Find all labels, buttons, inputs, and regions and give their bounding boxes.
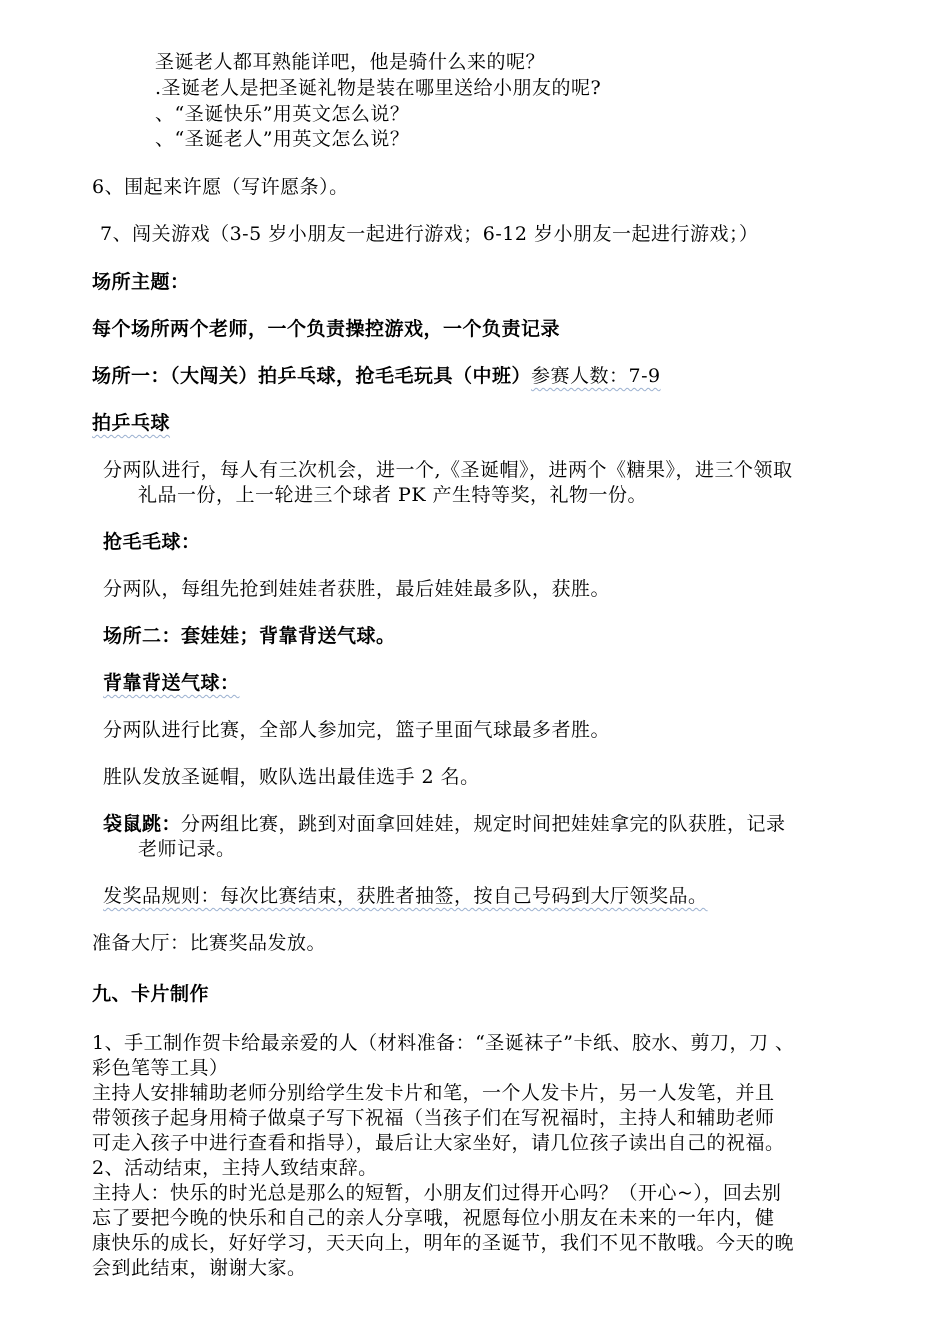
section-9-title: 九、卡片制作 [92, 983, 210, 1005]
section-9-p4-line-1: 主持人：快乐的时光总是那么的短暂，小朋友们过得开心吗？（开心~），回去别 [92, 1182, 782, 1204]
venue-1-heading [92, 364, 661, 388]
section-9-p4-line-4: 会到此结束，谢谢大家。 [92, 1257, 307, 1279]
prize-rule [103, 884, 708, 908]
quiz-question-2: .圣诞老人是把圣诞礼物是装在哪里送给小朋友的呢? [155, 77, 602, 99]
kangaroo-line-2: 老师记录。 [138, 838, 236, 860]
balloon-desc: 分两队进行比赛，全部人参加完，篮子里面气球最多者胜。 [103, 719, 611, 741]
section-9-p2-line-2: 带领孩子起身用椅子做桌子写下祝福（当孩子们在写祝福时，主持人和辅助老师 [92, 1107, 775, 1129]
item-7: 7、闯关游戏（3-5 岁小朋友一起进行游戏；6-12 岁小朋友一起进行游戏；） [100, 223, 759, 245]
grab-heading: 抢毛毛球： [103, 531, 201, 553]
quiz-question-4: 、“圣诞老人”用英文怎么说？ [155, 128, 410, 150]
pingpong-desc-line-2: 礼品一份，上一轮进三个球者 PK 产生特等奖，礼物一份。 [138, 484, 648, 506]
venue-2-heading: 场所二：套娃娃；背靠背送气球。 [103, 625, 396, 647]
quiz-question-1: 圣诞老人都耳熟能详吧，他是骑什么来的呢？ [155, 51, 546, 73]
section-9-p1-line-1: 1、手工制作贺卡给最亲爱的人（材料准备：“圣诞袜子”卡纸、胶水、剪刀，刀 、 [92, 1032, 795, 1054]
venue-theme-heading: 场所主题： [92, 271, 190, 293]
section-9-p2-line-1: 主持人安排辅助老师分别给学生发卡片和笔，一个人发卡片，另一人发笔，并且 [92, 1082, 775, 1104]
section-9-p4-line-3: 康快乐的成长，好好学习，天天向上，明年的圣诞节，我们不见不散哦。今天的晚 [92, 1232, 795, 1254]
venue-1-participants: 参赛人数：7-9 [531, 365, 661, 387]
section-9-p4-line-2: 忘了要把今晚的快乐和自己的亲人分享哦，祝愿每位小朋友在未来的一年内，健 [92, 1207, 775, 1229]
winner-desc: 胜队发放圣诞帽，败队选出最佳选手 2 名。 [103, 766, 480, 788]
grab-desc: 分两队，每组先抢到娃娃者获胜，最后娃娃最多队，获胜。 [103, 578, 611, 600]
balloon-heading [103, 671, 240, 695]
prize-rule-text: 发奖品规则：每次比赛结束，获胜者抽签，按自己号码到大厅领奖品。 [103, 885, 708, 907]
quiz-question-3: 、“圣诞快乐”用英文怎么说？ [155, 103, 410, 125]
kangaroo-line-1 [103, 812, 786, 836]
venue-1-title: 场所一：（大闯关）拍乒乓球，抢毛毛玩具（中班） [92, 365, 532, 387]
kangaroo-label: 袋鼠跳： [103, 813, 182, 835]
pingpong-desc-line-1: 分两队进行，每人有三次机会，进一个,《圣诞帽》，进两个《糖果》，进三个领取 [103, 459, 793, 481]
item-6: 6、围起来许愿（写许愿条）。 [92, 176, 349, 198]
pingpong-heading [92, 411, 170, 435]
balloon-title: 背靠背送气球： [103, 672, 240, 694]
pingpong-title: 拍乒乓球 [92, 412, 171, 434]
hall-note: 准备大厅：比赛奖品发放。 [92, 932, 327, 954]
kangaroo-desc: 分两组比赛，跳到对面拿回娃娃，规定时间把娃娃拿完的队获胜，记录 [181, 813, 786, 835]
section-9-p2-line-3: 可走入孩子中进行查看和指导），最后让大家坐好，请几位孩子读出自己的祝福。 [92, 1132, 785, 1154]
section-9-p1-line-2: 彩色笔等工具） [92, 1057, 229, 1079]
section-9-p3: 2、活动结束，主持人致结束辞。 [92, 1157, 378, 1179]
teachers-note: 每个场所两个老师，一个负责操控游戏，一个负责记录 [92, 318, 561, 340]
